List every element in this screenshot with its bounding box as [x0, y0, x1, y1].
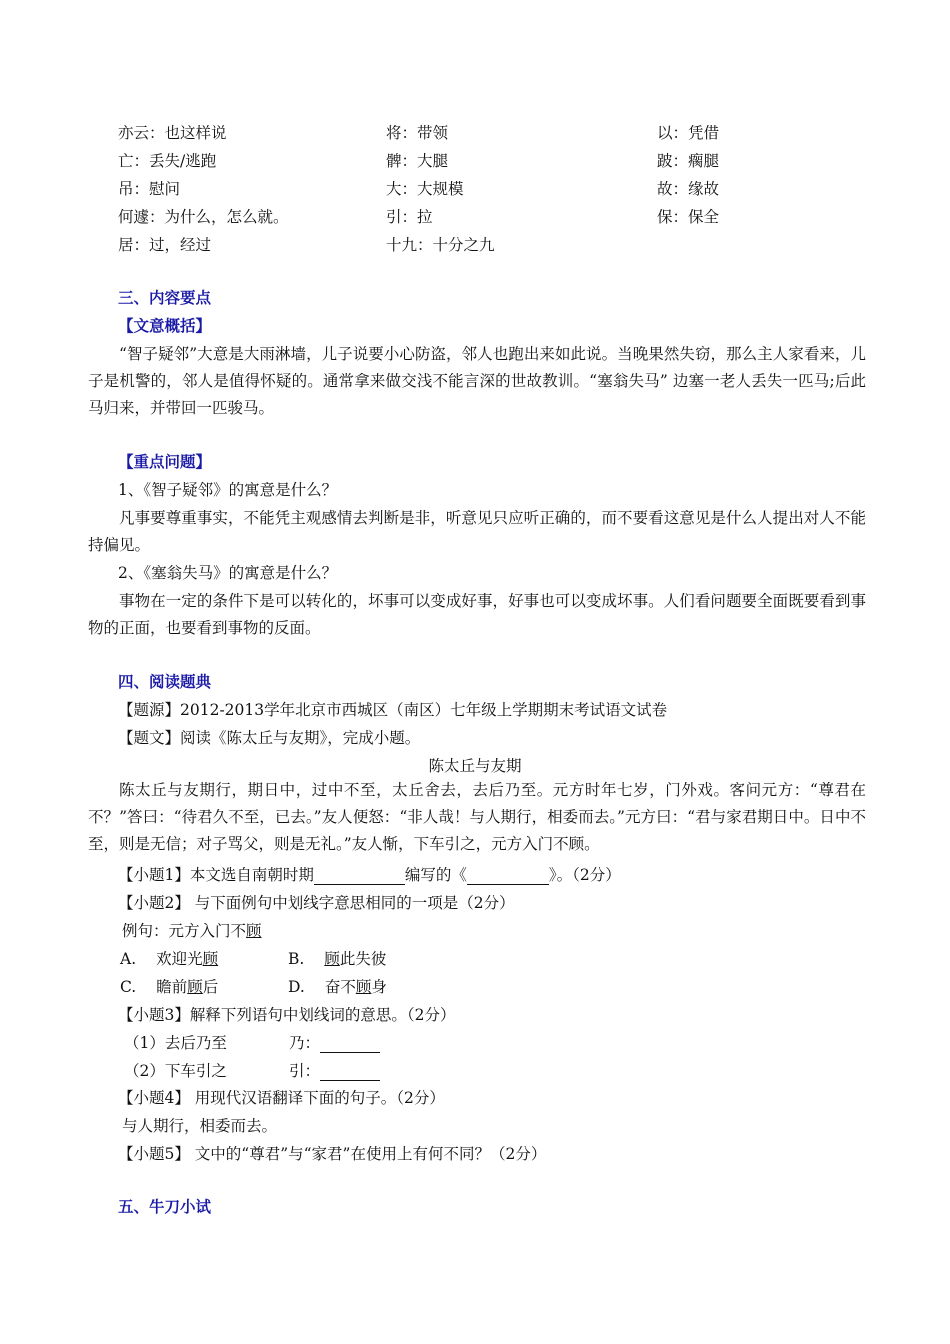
passage-text: 陈太丘与友期行，期日中，过中不至，太丘舍去，去后乃至。元方时年七岁，门外戏。客问元方：“尊君在不？”答曰：“待君久不至，已去。”友人便怒：“非人哉！与人期行，相委而去。”元方曰：“君与家君期日中。日中不至，则是无信；对子骂父，则是无礼。”友人惭，下车引之，元方入门不顾。 [88, 781, 866, 853]
subquestion-3-item-1: （1）去后乃至 [124, 1034, 227, 1052]
passage-title: 陈太丘与友期 [428, 757, 522, 775]
vocab-item: 十九：十分之九 [386, 236, 495, 254]
vocab-item: 跛：瘸腿 [657, 152, 720, 170]
underlined-word: 顾 [202, 950, 219, 968]
vocab-item: 将：带领 [386, 124, 449, 142]
subquestion-2: 【小题2】 与下面例句中划线字意思相同的一项是（2分） [118, 894, 515, 912]
option-c [120, 977, 218, 997]
question-text: 2、《塞翁失马》的寓意是什么？ [118, 564, 338, 582]
subquestion-text: 【小题1】本文选自南朝时期 [118, 866, 314, 884]
option-a [120, 949, 218, 969]
option-text: 瞻前 [156, 978, 188, 996]
option-label: C. [120, 978, 137, 996]
option-d [288, 977, 387, 997]
option-label: A. [120, 950, 137, 968]
explain-word: 乃： [289, 1034, 321, 1052]
summary-paragraph: “智子疑邻”大意是大雨淋墙，儿子说要小心防盗，邻人也跑出来如此说。当晚果然失窃，那么主人家看来，儿子是机警的，邻人是值得怀疑的。通常拿来做交浅不能言深的世故教训。“塞翁失马” 边塞一老人丢失一匹马;后此马归来，并带回一匹骏马。 [88, 345, 866, 417]
option-text: 后 [202, 978, 219, 996]
option-text: 奋不 [324, 978, 356, 996]
vocab-item: 引：拉 [386, 208, 433, 226]
section-heading: 五、牛刀小试 [118, 1197, 212, 1216]
underlined-word: 顾 [187, 978, 203, 996]
option-text: 身 [371, 978, 387, 996]
vocab-item: 亦云：也这样说 [118, 124, 227, 142]
subquestion-3-answer-2 [289, 1061, 380, 1081]
summary-tag: 【文意概括】 [118, 316, 212, 335]
example-text: 例句：元方入门不 [122, 922, 247, 940]
question-task: 【题文】阅读《陈太丘与友期》，完成小题。 [118, 729, 421, 747]
vocab-item: 髀：大腿 [386, 152, 449, 170]
subquestion-text: 编写的《 [404, 866, 467, 884]
option-text: 此失彼 [339, 950, 387, 968]
underlined-word: 顾 [246, 922, 262, 940]
answer-paragraph: 事物在一定的条件下是可以转化的，坏事可以变成好事，好事也可以变成坏事。人们看问题要全面既要看到事物的正面，也要看到事物的反面。 [88, 592, 866, 637]
vocab-item: 保：保全 [657, 208, 720, 226]
option-b [288, 949, 386, 969]
vocab-item: 亡：丢失/逃跑 [118, 152, 217, 170]
vocab-item: 以：凭借 [657, 124, 720, 142]
question-source: 【题源】2012-2013学年北京市西城区（南区）七年级上学期期末考试语文试卷 [118, 701, 668, 719]
option-label: B. [288, 950, 305, 968]
explain-word: 引： [289, 1062, 321, 1080]
translate-sentence: 与人期行，相委而去。 [122, 1117, 278, 1135]
subquestion-3-answer-1 [289, 1033, 380, 1053]
underlined-word: 顾 [355, 978, 372, 996]
answer-blank [320, 1062, 380, 1081]
subquestion-4: 【小题4】 用现代汉语翻译下面的句子。（2分） [118, 1089, 445, 1107]
vocab-item: 故：缘故 [657, 180, 720, 198]
subquestion-1 [118, 865, 621, 885]
option-text: 欢迎光 [156, 950, 203, 968]
section-heading: 三、内容要点 [118, 288, 212, 307]
subquestion-3: 【小题3】解释下列语句中划线词的意思。（2分） [118, 1006, 456, 1024]
vocab-item: 何遽：为什么，怎么就。 [118, 208, 289, 226]
section-heading: 四、阅读题典 [118, 672, 212, 691]
answer-blank [467, 866, 549, 885]
vocab-item: 吊：慰问 [118, 180, 181, 198]
option-label: D. [288, 978, 305, 996]
subquestion-3-item-2: （2）下车引之 [124, 1062, 227, 1080]
underlined-word: 顾 [324, 950, 340, 968]
key-questions-tag: 【重点问题】 [118, 452, 212, 471]
answer-blank [320, 1034, 380, 1053]
answer-paragraph: 凡事要尊重事实，不能凭主观感情去判断是非，听意见只应听正确的，而不要看这意见是什么人提出对人不能持偏见。 [88, 509, 866, 554]
subquestion-5: 【小题5】 文中的“尊君”与“家君”在使用上有何不同？（2分） [118, 1145, 547, 1163]
subquestion-text: 》。（2分） [548, 866, 621, 884]
vocab-item: 居：过，经过 [118, 236, 212, 254]
question-text: 1、《智子疑邻》的寓意是什么？ [118, 481, 338, 499]
vocab-item: 大：大规模 [386, 180, 464, 198]
answer-blank [314, 866, 405, 885]
example-sentence [122, 921, 262, 941]
